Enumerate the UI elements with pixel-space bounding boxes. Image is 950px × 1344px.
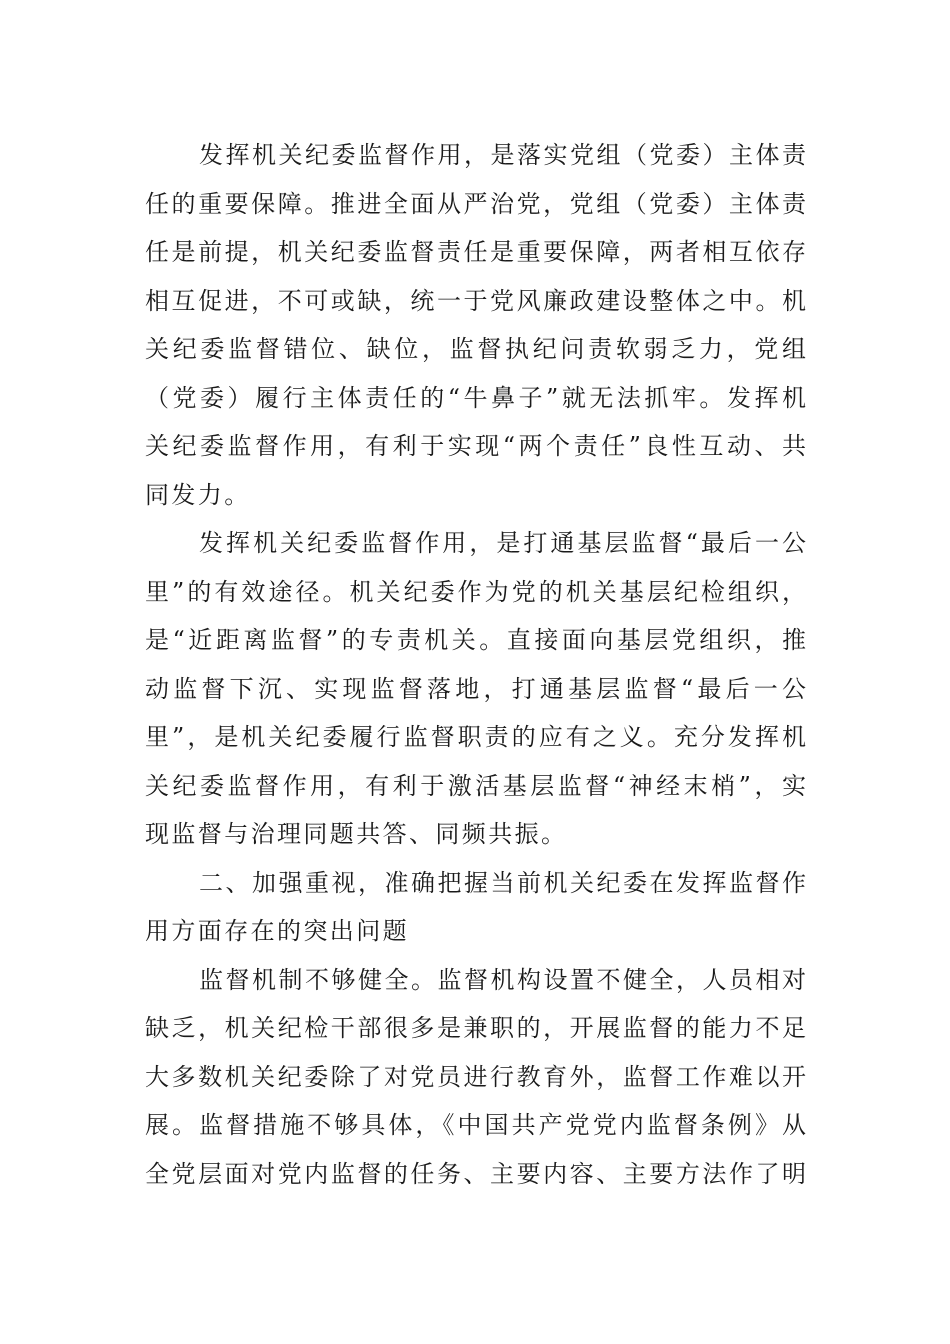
text-line: 缺乏，机关纪检干部很多是兼职的，开展监督的能力不足 [145, 1014, 806, 1042]
text-line: 里”，是机关纪委履行监督职责的应有之义。充分发挥机 [145, 723, 806, 751]
text-line: 关纪委监督作用，有利于实现“两个责任”良性互动、共 [145, 432, 806, 460]
text-line: 用方面存在的突出问题 [145, 917, 409, 945]
text-line: 动监督下沉、实现监督落地，打通基层监督“最后一公 [145, 674, 806, 703]
section-heading [145, 859, 806, 956]
text-line: 发挥机关纪委监督作用，是打通基层监督“最后一公 [199, 529, 806, 557]
text-line: 发挥机关纪委监督作用，是落实党组（党委）主体责 [199, 141, 806, 169]
text-line: 相互促进，不可或缺，统一于党风廉政建设整体之中。机 [145, 286, 806, 315]
paragraph [145, 956, 806, 1199]
text-line: 展。监督措施不够具体，《中国共产党党内监督条例》从 [145, 1111, 806, 1139]
text-line: 关纪委监督作用，有利于激活基层监督“神经末梢”，实 [145, 771, 806, 800]
document-page [145, 131, 806, 1198]
text-line: 是“近距离监督”的专责机关。直接面向基层党组织，推 [145, 626, 806, 654]
text-line: 任的重要保障。推进全面从严治党，党组（党委）主体责 [145, 189, 806, 218]
text-line: 关纪委监督错位、缺位，监督执纪问责软弱乏力，党组 [145, 335, 806, 363]
text-line: 大多数机关纪委除了对党员进行教育外，监督工作难以开 [145, 1062, 806, 1091]
text-line: （党委）履行主体责任的“牛鼻子”就无法抓牢。发挥机 [145, 383, 806, 412]
text-line: 同发力。 [145, 480, 251, 509]
paragraph [145, 519, 806, 859]
text-line: 二、加强重视，准确把握当前机关纪委在发挥监督作 [199, 868, 806, 897]
paragraph [145, 131, 806, 519]
text-line: 监督机制不够健全。监督机构设置不健全，人员相对 [199, 965, 806, 994]
text-line: 现监督与治理同题共答、同频共振。 [145, 820, 568, 848]
text-line: 任是前提，机关纪委监督责任是重要保障，两者相互依存 [145, 238, 806, 266]
text-line: 里”的有效途径。机关纪委作为党的机关基层纪检组织， [145, 577, 806, 606]
text-line: 全党层面对党内监督的任务、主要内容、主要方法作了明 [145, 1159, 806, 1188]
